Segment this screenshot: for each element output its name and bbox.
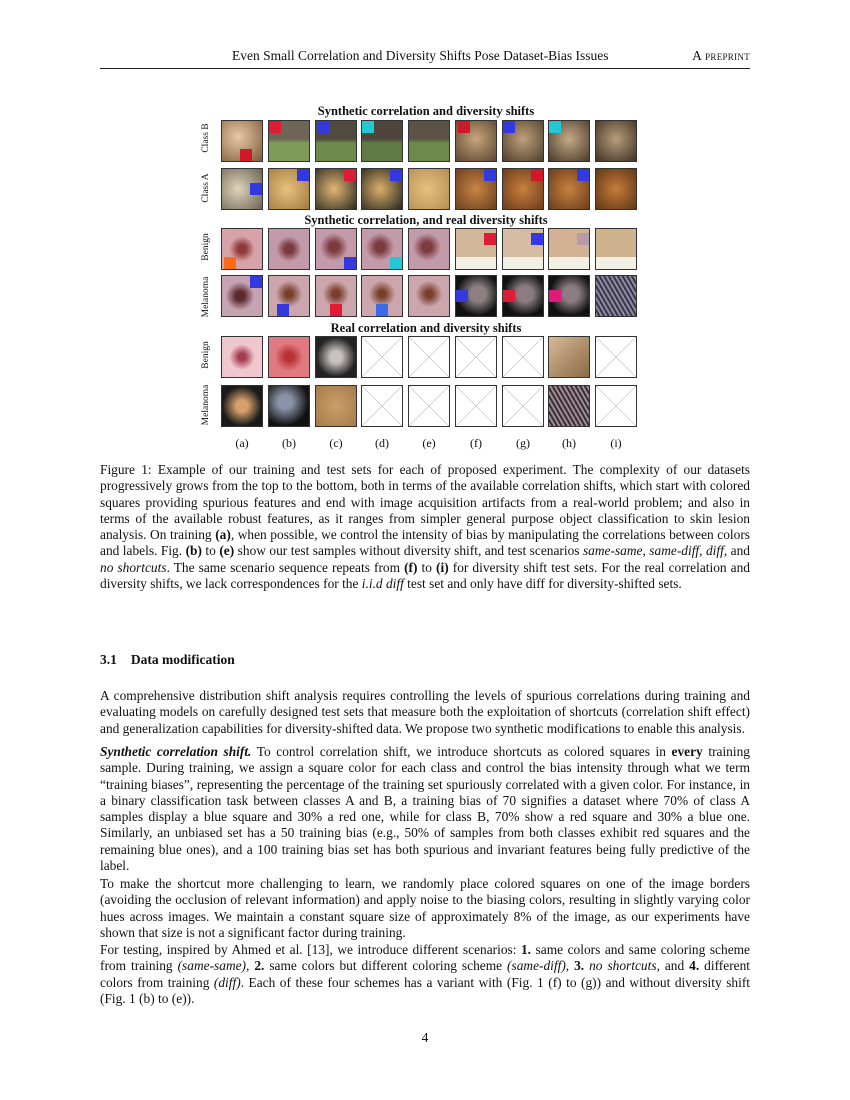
sample-image: [315, 228, 357, 270]
section-heading: [100, 652, 235, 668]
sample-image: [408, 275, 450, 317]
sample-image: [221, 385, 263, 427]
sample-image: [595, 120, 637, 162]
sample-image: [455, 120, 497, 162]
sample-image: [455, 275, 497, 317]
empty-placeholder: [595, 336, 637, 378]
sample-image: [221, 336, 263, 378]
sample-image: [268, 336, 310, 378]
section-title: Data modification: [130, 652, 235, 667]
column-label: (d): [375, 436, 389, 450]
sample-image: [268, 228, 310, 270]
sample-image: [361, 275, 403, 317]
sample-image: [408, 120, 450, 162]
running-title: Even Small Correlation and Diversity Shifts Pose Dataset-Bias Issues: [232, 48, 609, 63]
sample-image: [315, 385, 357, 427]
figure-section-title: Synthetic correlation, and real diversity shifts: [304, 213, 548, 227]
sample-image: [455, 168, 497, 210]
empty-placeholder: [502, 385, 544, 427]
sample-image: [548, 275, 590, 317]
row-label: Class A: [201, 173, 211, 203]
sample-image: [502, 228, 544, 270]
sample-image: [268, 275, 310, 317]
figure-caption: Figure 1: Example of our training and test sets for each of proposed experiment. The complexity of our datasets progressively grows from the top to the bottom, both in terms of the available correlation shifts, which start with colored squares providing spurious features and end with image acquisition artifacts from a real-world problem; and also in terms of the available robust features, as it ranges from simpler general purpose object classification to skin lesion analysis. On training (a), when possible, we control the intensity of bias by manipulating the correlations between colors and labels. Fig. (b) to (e) show our test samples without diversity shift, and test scenarios same-same, same-diff, diff, and no shortcuts. The same scenario sequence repeats from (f) to (i) for diversity shift test sets. For the real correlation and diversity shifts, we lack correspondences for the i.i.d diff test set and only have diff for diversity-shifted sets.: [100, 462, 750, 592]
sample-image: [548, 385, 590, 427]
running-header: [100, 48, 750, 69]
row-label: Melanoma: [201, 384, 211, 426]
row-label: Benign: [201, 341, 211, 369]
sample-image: [408, 168, 450, 210]
sample-image: [361, 228, 403, 270]
empty-placeholder: [595, 385, 637, 427]
empty-placeholder: [455, 336, 497, 378]
sample-image: [548, 228, 590, 270]
empty-placeholder: [361, 336, 403, 378]
sample-image: [268, 385, 310, 427]
empty-placeholder: [455, 385, 497, 427]
empty-placeholder: [502, 336, 544, 378]
figure-1: [196, 100, 646, 450]
column-label: (e): [422, 436, 436, 450]
empty-placeholder: [408, 385, 450, 427]
sample-image: [548, 336, 590, 378]
sample-image: [315, 336, 357, 378]
sample-image: [548, 120, 590, 162]
row-label: Benign: [201, 233, 211, 261]
sample-image: [315, 275, 357, 317]
column-label: (b): [282, 436, 296, 450]
figure-section-title: Real correlation and diversity shifts: [330, 321, 522, 335]
paragraph: A comprehensive distribution shift analysis requires controlling the levels of spurious correlations during training and evaluating models on carefully designed test sets that measure both the exploitation of shortcuts (correlation shift effect) and generalization capabilities for diversity-shifted data. We propose two synthetic modifications to enable this analysis.: [100, 688, 750, 736]
sample-image: [221, 120, 263, 162]
sample-image: [595, 275, 637, 317]
sample-image: [595, 168, 637, 210]
column-label: (c): [329, 436, 343, 450]
empty-placeholder: [361, 385, 403, 427]
page-number: 4: [421, 1030, 429, 1045]
paragraph: For testing, inspired by Ahmed et al. [13], we introduce different scenarios: 1. same colors and same coloring scheme from training (same-same), 2. same colors but different coloring scheme (same-diff), 3. no shortcuts, and 4. different colors from training (diff). Each of these four schemes has a variant with (Fig. 1 (f) to (g)) and without diversity shift (Fig. 1 (b) to (e)).: [100, 942, 751, 1006]
sample-image: [315, 120, 357, 162]
paragraph: Synthetic correlation shift. To control correlation shift, we introduce shortcuts as colored squares in every training sample. During training, we assign a square color for each class and control the bias intensity through what we term “training biases”, representing the percentage of the training set spuriously correlated with a given color. For instance, in a binary classification task between classes A and B, a training bias of 70 signifies a dataset where 70% of class A samples display a blue square and 30% a red one, while for class B, 70% show a red square and 30% a blue one. Similarly, an unbiased set has a 50 training bias (e.g., 50% of samples from both classes exhibit red squares and the remaining blue ones), and a 100 training bias set has both spurious and invariant features being fully predictive of the label.: [100, 744, 750, 874]
sample-image: [221, 228, 263, 270]
sample-image: [455, 228, 497, 270]
section-number: 3.1: [100, 652, 117, 667]
preprint-tag: A preprint: [692, 48, 750, 63]
sample-image: [502, 275, 544, 317]
column-label: (a): [235, 436, 249, 450]
column-label: (f): [470, 436, 482, 450]
sample-image: [315, 168, 357, 210]
sample-image: [502, 120, 544, 162]
sample-image: [268, 120, 310, 162]
sample-image: [502, 168, 544, 210]
row-label: Class B: [201, 123, 211, 153]
figure-section-title: Synthetic correlation and diversity shifts: [317, 104, 535, 118]
sample-image: [221, 168, 263, 210]
paragraph: To make the shortcut more challenging to learn, we randomly place colored squares on one of the image borders (avoiding the occlusion of relevant information) and apply noise to the biasing colors, resulting in slightly varying color hues across images. We maintain a constant square size of approximately 8% of the image, as our experiments have shown that size is not a significant factor during training.: [100, 876, 750, 940]
sample-image: [221, 275, 263, 317]
column-label: (g): [516, 436, 530, 450]
sample-image: [361, 168, 403, 210]
sample-image: [361, 120, 403, 162]
empty-placeholder: [408, 336, 450, 378]
sample-image: [595, 228, 637, 270]
column-label: (h): [562, 436, 576, 450]
sample-image: [268, 168, 310, 210]
row-label: Melanoma: [201, 276, 211, 318]
sample-image: [548, 168, 590, 210]
column-label: (i): [610, 436, 622, 450]
sample-image: [408, 228, 450, 270]
